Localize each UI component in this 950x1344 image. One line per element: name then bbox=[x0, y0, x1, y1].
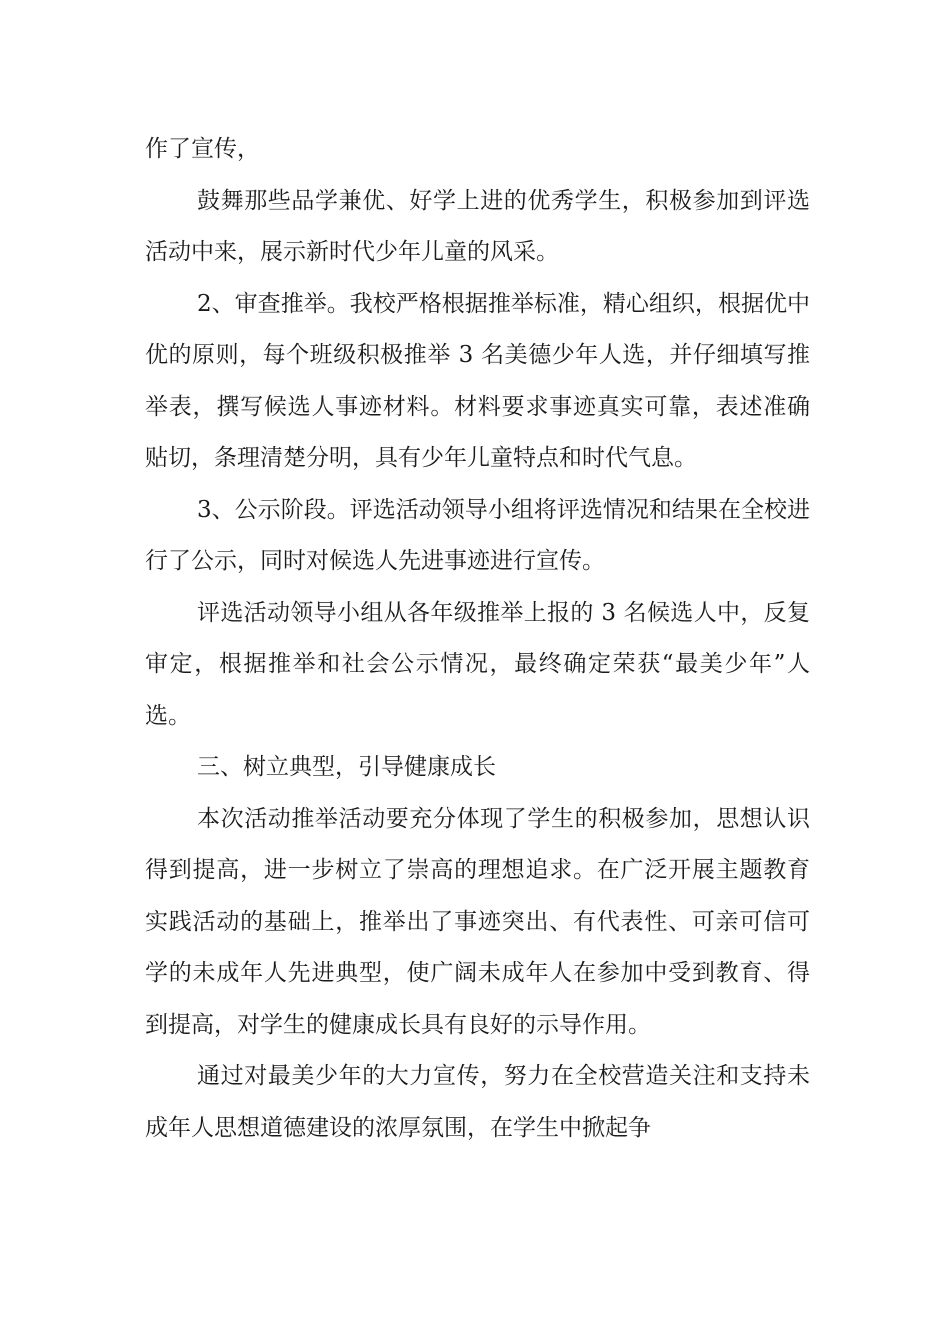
document-body bbox=[145, 124, 810, 1154]
paragraph-continuation: 作了宣传， bbox=[145, 136, 260, 162]
paragraph-final-selection: 评选活动领导小组从各年级推举上报的 3 名候选人中，反复审定，根据推举和社会公示情况，最终确定荣获“最美少年”人选。 bbox=[145, 599, 810, 729]
paragraph-promotion: 通过对最美少年的大力宣传，努力在全校营造关注和支持未成年人思想道德建设的浓厚氛围，在学生中掀起争 bbox=[145, 1063, 810, 1141]
paragraph-review-nomination: 2、审查推举。我校严格根据推举标准，精心组织，根据优中优的原则，每个班级积极推举 3 名美德少年人选，并仔细填写推举表，撰写候选人事迹材料。材料要求事迹真实可靠，表述准确贴切，条理清楚分明，具有少年儿童特点和时代气息。 bbox=[145, 290, 810, 471]
paragraph-encourage-students: 鼓舞那些品学兼优、好学上进的优秀学生，积极参加到评选活动中来，展示新时代少年儿童的风采。 bbox=[145, 187, 810, 265]
paragraph-public-notice: 3、公示阶段。评选活动领导小组将评选情况和结果在全校进行了公示，同时对候选人先进事迹进行宣传。 bbox=[145, 496, 810, 574]
paragraph-activity-effects: 本次活动推举活动要充分体现了学生的积极参加，思想认识得到提高，进一步树立了崇高的理想追求。在广泛开展主题教育实践活动的基础上，推举出了事迹突出、有代表性、可亲可信可学的未成年人先进典型，使广阔未成年人在参加中受到教育、得到提高，对学生的健康成长具有良好的示导作用。 bbox=[145, 805, 810, 1038]
section-heading-role-models: 三、树立典型，引导健康成长 bbox=[197, 754, 496, 780]
